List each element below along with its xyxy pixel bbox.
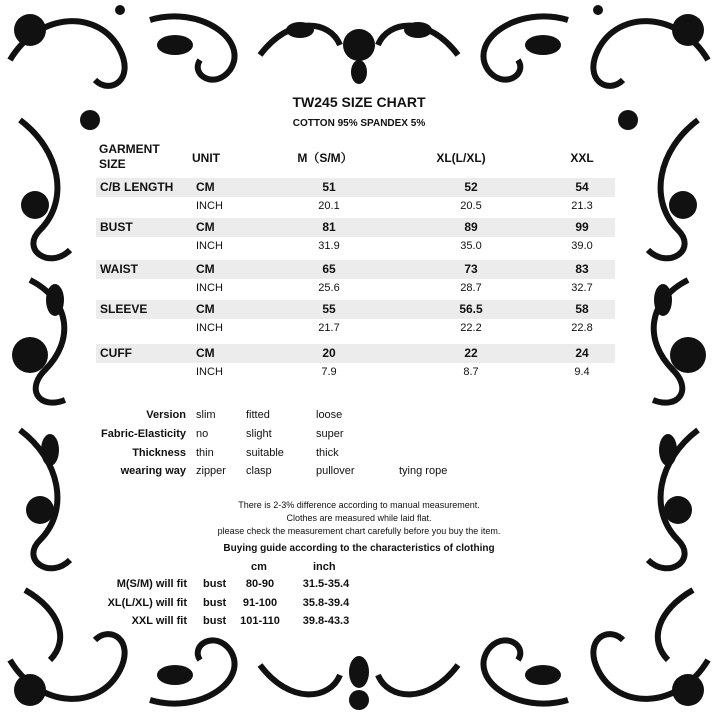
unit-cm: CM: [196, 220, 215, 234]
note-check-chart: please check the measurement chart carefully before you buy the item.: [217, 526, 501, 536]
feature-value: no: [196, 428, 209, 440]
feature-key: wearing way: [120, 465, 186, 477]
unit-cm: CM: [196, 180, 215, 194]
value-cm-xxl: 83: [575, 262, 589, 276]
header-size-xl: XL(L/XL): [436, 151, 486, 165]
table-row: [96, 260, 615, 279]
table-row: [96, 282, 615, 299]
value-inch-xxl: 32.7: [571, 282, 593, 294]
measure-label: C/B LENGTH: [100, 180, 174, 194]
guide-inch-range: 39.8-43.3: [302, 615, 350, 627]
feature-key: Thickness: [132, 447, 186, 459]
table-row: [96, 300, 615, 319]
guide-fit-label: XL(L/XL) will fit: [107, 597, 187, 609]
guide-cm-range: 101-110: [240, 615, 280, 627]
guide-part: bust: [203, 578, 227, 590]
unit-inch: INCH: [196, 282, 223, 294]
value-cm-m: 81: [322, 220, 336, 234]
guide-col-cm: cm: [251, 561, 267, 573]
value-cm-xxl: 58: [575, 302, 589, 316]
guide-inch-range: 35.8-39.4: [302, 597, 350, 609]
value-inch-xl: 8.7: [463, 366, 479, 378]
value-inch-xl: 35.0: [460, 240, 482, 252]
chart-title: TW245 SIZE CHART: [292, 94, 426, 110]
value-inch-xl: 20.5: [460, 200, 482, 212]
guide-fit-label: M(S/M) will fit: [116, 578, 187, 590]
table-row: [96, 200, 615, 217]
value-inch-m: 21.7: [318, 322, 340, 334]
measure-label: WAIST: [100, 262, 138, 276]
table-row: [96, 366, 615, 383]
measure-label: CUFF: [100, 346, 132, 360]
value-inch-xxl: 21.3: [571, 200, 593, 212]
feature-key: Fabric-Elasticity: [101, 428, 186, 440]
value-cm-xl: 22: [464, 346, 478, 360]
feature-value: clasp: [246, 465, 272, 477]
table-row: [96, 344, 615, 363]
table-row: [96, 218, 615, 237]
header-unit: UNIT: [192, 151, 220, 165]
unit-inch: INCH: [196, 240, 223, 252]
table-row: [96, 322, 615, 339]
value-cm-xl: 52: [464, 180, 478, 194]
value-inch-m: 31.9: [318, 240, 340, 252]
table-row: [96, 240, 615, 257]
value-cm-m: 51: [322, 180, 336, 194]
guide-col-inch: inch: [313, 561, 336, 573]
guide-part: bust: [203, 597, 227, 609]
value-inch-xl: 28.7: [460, 282, 482, 294]
value-inch-m: 25.6: [318, 282, 340, 294]
value-cm-xxl: 99: [575, 220, 589, 234]
value-inch-m: 7.9: [321, 366, 337, 378]
feature-value: suitable: [246, 447, 284, 459]
guide-cm-range: 91-100: [242, 597, 278, 609]
header-size-m: M（S/M）: [297, 151, 353, 165]
header-size-xxl: XXL: [570, 151, 594, 165]
unit-cm: CM: [196, 262, 215, 276]
feature-value: slight: [246, 428, 272, 440]
feature-value: tying rope: [399, 465, 448, 477]
unit-inch: INCH: [196, 322, 223, 334]
header-garment-size: GARMENT SIZE: [99, 142, 160, 171]
feature-value: zipper: [196, 465, 226, 477]
value-cm-xl: 56.5: [459, 302, 483, 316]
feature-value: super: [316, 428, 344, 440]
buying-guide-heading: Buying guide according to the characteristics of clothing: [223, 543, 495, 554]
note-laid-flat: Clothes are measured while laid flat.: [286, 513, 432, 523]
fabric-composition: COTTON 95% SPANDEX 5%: [292, 118, 426, 129]
guide-inch-range: 31.5-35.4: [302, 578, 350, 590]
value-cm-m: 20: [322, 346, 336, 360]
table-row: [96, 178, 615, 197]
unit-inch: INCH: [196, 366, 223, 378]
value-inch-xxl: 39.0: [571, 240, 593, 252]
value-inch-xl: 22.2: [460, 322, 482, 334]
unit-cm: CM: [196, 302, 215, 316]
value-cm-m: 65: [322, 262, 336, 276]
value-cm-xxl: 54: [575, 180, 589, 194]
value-cm-xxl: 24: [575, 346, 589, 360]
value-cm-xl: 73: [464, 262, 478, 276]
value-inch-xxl: 22.8: [571, 322, 593, 334]
value-inch-xxl: 9.4: [574, 366, 590, 378]
unit-cm: CM: [196, 346, 215, 360]
guide-cm-range: 80-90: [245, 578, 275, 590]
feature-key: Version: [146, 409, 186, 421]
value-inch-m: 20.1: [318, 200, 340, 212]
feature-value: fitted: [246, 409, 270, 421]
measure-label: SLEEVE: [100, 302, 148, 316]
unit-inch: INCH: [196, 200, 223, 212]
guide-fit-label: XXL will fit: [131, 615, 187, 627]
value-cm-xl: 89: [464, 220, 478, 234]
feature-value: loose: [316, 409, 343, 421]
feature-value: slim: [196, 409, 216, 421]
note-difference: There is 2-3% difference according to manual measurement.: [238, 500, 480, 510]
feature-value: thick: [316, 447, 339, 459]
feature-value: thin: [196, 447, 214, 459]
measure-label: BUST: [100, 220, 133, 234]
value-cm-m: 55: [322, 302, 336, 316]
guide-part: bust: [203, 615, 227, 627]
feature-value: pullover: [316, 465, 355, 477]
